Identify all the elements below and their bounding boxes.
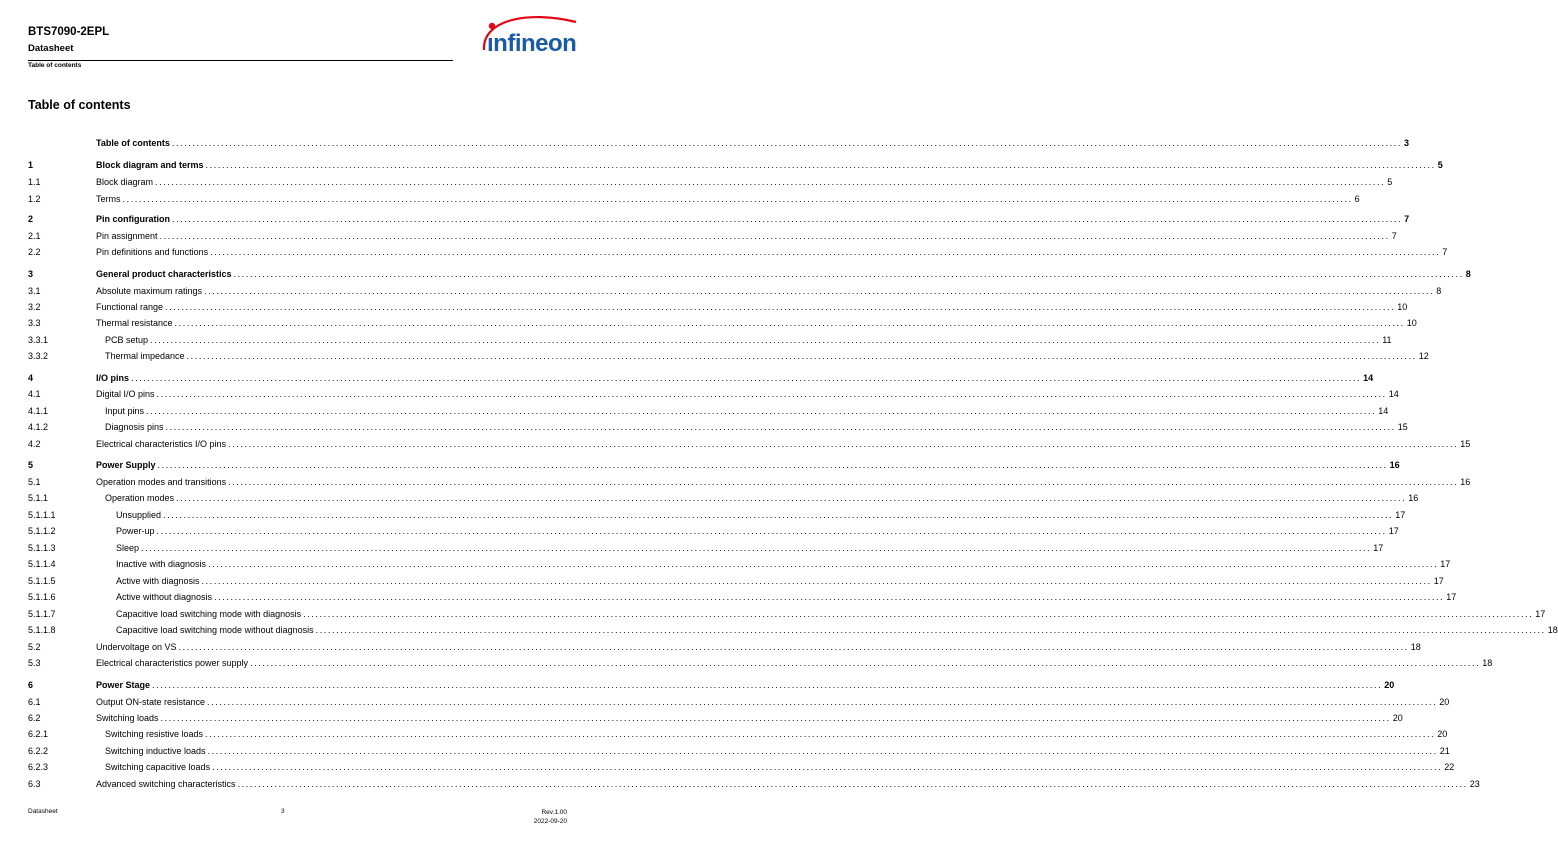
toc-entry[interactable] bbox=[28, 677, 1395, 691]
toc-entry[interactable] bbox=[28, 556, 1451, 570]
toc-entry-number: 1.1 bbox=[28, 177, 41, 187]
toc-entry-number: 3.3.2 bbox=[28, 351, 49, 361]
toc-entry-page: 23 bbox=[1469, 779, 1480, 789]
page-heading: Table of contents bbox=[28, 98, 131, 112]
toc-entry[interactable] bbox=[28, 244, 1448, 258]
toc-entry-title: Block diagram bbox=[96, 177, 154, 187]
toc-entry-title: Output ON-state resistance bbox=[96, 697, 206, 707]
toc-entry-title: Block diagram and terms bbox=[96, 160, 204, 170]
toc-dot-leader: ............................................................................................................................................................................................................................................................................................................ bbox=[207, 746, 1438, 756]
toc-dot-leader: ............................................................................................................................................................................................................................................................................................................ bbox=[208, 559, 1439, 569]
toc-entry-page: 18 bbox=[1547, 625, 1558, 635]
toc-entry-page: 11 bbox=[1382, 335, 1392, 345]
toc-entry[interactable] bbox=[28, 710, 1403, 724]
toc-entry-number: 3 bbox=[28, 269, 34, 279]
toc-entry[interactable] bbox=[28, 266, 1471, 280]
toc-entry-title: Sleep bbox=[116, 543, 140, 553]
toc-dot-leader: ............................................................................................................................................................................................................................................................................................................ bbox=[172, 214, 1403, 224]
toc-entry-title: Switching loads bbox=[96, 713, 159, 723]
toc-entry-title: Absolute maximum ratings bbox=[96, 286, 203, 296]
toc-entry-page: 16 bbox=[1389, 460, 1400, 470]
toc-dot-leader: ............................................................................................................................................................................................................................................................................................................ bbox=[156, 389, 1387, 399]
toc-entry-title: Pin assignment bbox=[96, 231, 158, 241]
toc-entry-title: Active with diagnosis bbox=[116, 576, 200, 586]
toc-entry-page: 17 bbox=[1440, 559, 1451, 569]
toc-dot-leader: ............................................................................................................................................................................................................................................................................................................ bbox=[228, 477, 1459, 487]
toc-dot-leader: ............................................................................................................................................................................................................................................................................................................ bbox=[165, 302, 1396, 312]
toc-entry[interactable] bbox=[28, 135, 1410, 149]
toc-entry-page: 7 bbox=[1442, 247, 1448, 257]
toc-entry[interactable] bbox=[28, 419, 1408, 433]
toc-entry-page: 17 bbox=[1433, 576, 1444, 586]
toc-entry-page: 17 bbox=[1388, 526, 1399, 536]
toc-dot-leader: ............................................................................................................................................................................................................................................................................................................ bbox=[160, 713, 1391, 723]
toc-dot-leader: ............................................................................................................................................................................................................................................................................................................ bbox=[233, 269, 1464, 279]
toc-entry-number: 6 bbox=[28, 680, 34, 690]
toc-entry-number: 5.1.1.7 bbox=[28, 609, 56, 619]
toc-dot-leader: ............................................................................................................................................................................................................................................................................................................ bbox=[210, 247, 1441, 257]
toc-entry-number: 6.3 bbox=[28, 779, 41, 789]
toc-entry[interactable] bbox=[28, 174, 1393, 188]
toc-entry-number: 1.2 bbox=[28, 194, 41, 204]
toc-entry-title: Switching inductive loads bbox=[105, 746, 206, 756]
toc-entry-number: 5.1.1.5 bbox=[28, 576, 56, 586]
toc-entry-number: 6.2.3 bbox=[28, 762, 49, 772]
toc-entry-title: Functional range bbox=[96, 302, 164, 312]
toc-dot-leader: ............................................................................................................................................................................................................................................................................................................ bbox=[163, 510, 1394, 520]
toc-entry[interactable] bbox=[28, 606, 1546, 620]
header-section-label: Table of contents bbox=[28, 62, 82, 69]
toc-entry-number: 1 bbox=[28, 160, 34, 170]
toc-entry[interactable] bbox=[28, 283, 1442, 297]
toc-entry[interactable] bbox=[28, 589, 1457, 603]
toc-entry-title: General product characteristics bbox=[96, 269, 232, 279]
toc-entry[interactable] bbox=[28, 403, 1389, 417]
toc-entry-number: 6.2 bbox=[28, 713, 41, 723]
toc-dot-leader: ............................................................................................................................................................................................................................................................................................................ bbox=[174, 318, 1405, 328]
toc-dot-leader: ............................................................................................................................................................................................................................................................................................................ bbox=[205, 729, 1436, 739]
toc-entry-title: I/O pins bbox=[96, 373, 130, 383]
toc-entry-number: 5.3 bbox=[28, 658, 41, 668]
toc-dot-leader: ............................................................................................................................................................................................................................................................................................................ bbox=[207, 697, 1438, 707]
toc-entry[interactable] bbox=[28, 540, 1384, 554]
toc-dot-leader: ............................................................................................................................................................................................................................................................................................................ bbox=[237, 779, 1468, 789]
toc-entry[interactable] bbox=[28, 776, 1480, 790]
toc-dot-leader: ............................................................................................................................................................................................................................................................................................................ bbox=[205, 160, 1436, 170]
toc-entry-number: 6.1 bbox=[28, 697, 41, 707]
toc-entry[interactable] bbox=[28, 228, 1397, 242]
toc-entry-page: 18 bbox=[1410, 642, 1421, 652]
toc-entry-number: 3.1 bbox=[28, 286, 41, 296]
toc-dot-leader: ............................................................................................................................................................................................................................................................................................................ bbox=[178, 642, 1409, 652]
toc-entry[interactable] bbox=[28, 299, 1408, 313]
toc-entry-title: Terms bbox=[96, 194, 121, 204]
toc-entry[interactable] bbox=[28, 191, 1360, 205]
toc-dot-leader: ............................................................................................................................................................................................................................................................................................................ bbox=[186, 351, 1417, 361]
toc-entry[interactable] bbox=[28, 457, 1400, 471]
toc-entry-page: 20 bbox=[1392, 713, 1403, 723]
toc-entry-page: 20 bbox=[1439, 697, 1450, 707]
toc-entry-page: 16 bbox=[1408, 493, 1419, 503]
toc-entry[interactable] bbox=[28, 348, 1429, 362]
toc-entry-page: 17 bbox=[1535, 609, 1546, 619]
toc-dot-leader: ............................................................................................................................................................................................................................................................................................................ bbox=[156, 526, 1387, 536]
toc-entry-title: Inactive with diagnosis bbox=[116, 559, 207, 569]
toc-entry[interactable] bbox=[28, 573, 1444, 587]
toc-entry[interactable] bbox=[28, 436, 1471, 450]
toc-entry-page: 22 bbox=[1444, 762, 1455, 772]
toc-entry-number: 5.2 bbox=[28, 642, 41, 652]
toc-entry-number: 3.2 bbox=[28, 302, 41, 312]
toc-entry[interactable] bbox=[28, 490, 1419, 504]
toc-entry[interactable] bbox=[28, 694, 1450, 708]
toc-entry-title: Electrical characteristics power supply bbox=[96, 658, 249, 668]
toc-entry-title: Power Supply bbox=[96, 460, 156, 470]
toc-entry[interactable] bbox=[28, 639, 1421, 653]
logo-dot bbox=[489, 23, 495, 29]
toc-dot-leader: ............................................................................................................................................................................................................................................................................................................ bbox=[146, 406, 1377, 416]
toc-entry-title: Advanced switching characteristics bbox=[96, 779, 236, 789]
toc-entry-page: 21 bbox=[1439, 746, 1450, 756]
toc-entry-title: Capacitive load switching mode without diagnosis bbox=[116, 625, 314, 635]
toc-entry-page: 15 bbox=[1397, 422, 1408, 432]
toc-dot-leader: ............................................................................................................................................................................................................................................................................................................ bbox=[159, 231, 1390, 241]
toc-entry[interactable] bbox=[28, 370, 1374, 384]
toc-entry-title: Power-up bbox=[116, 526, 155, 536]
toc-entry[interactable] bbox=[28, 523, 1399, 537]
toc-entry-title: Table of contents bbox=[96, 138, 170, 148]
toc-entry-number: 5.1.1.1 bbox=[28, 510, 56, 520]
toc-entry-page: 6 bbox=[1354, 194, 1360, 204]
toc-entry-page: 10 bbox=[1406, 318, 1417, 328]
toc-entry-page: 12 bbox=[1418, 351, 1429, 361]
toc-dot-leader: ............................................................................................................................................................................................................................................................................................................ bbox=[150, 335, 1381, 345]
toc-entry-number: 5.1.1 bbox=[28, 493, 49, 503]
footer-doc-type: Datasheet bbox=[28, 808, 58, 815]
toc-entry-number: 4.1.1 bbox=[28, 406, 49, 416]
toc-entry-title: Electrical characteristics I/O pins bbox=[96, 439, 227, 449]
toc-dot-leader: ............................................................................................................................................................................................................................................................................................................ bbox=[303, 609, 1534, 619]
toc-entry[interactable] bbox=[28, 759, 1455, 773]
toc-entry[interactable] bbox=[28, 743, 1450, 757]
toc-entry[interactable] bbox=[28, 622, 1558, 636]
toc-entry[interactable] bbox=[28, 315, 1417, 329]
toc-entry-number: 2.1 bbox=[28, 231, 41, 241]
toc-entry-page: 20 bbox=[1437, 729, 1448, 739]
toc-entry-number: 5.1.1.8 bbox=[28, 625, 56, 635]
toc-entry-page: 3 bbox=[1404, 138, 1410, 148]
toc-entry[interactable] bbox=[28, 157, 1443, 171]
toc-entry-page: 17 bbox=[1395, 510, 1406, 520]
toc-dot-leader: ............................................................................................................................................................................................................................................................................................................ bbox=[228, 439, 1459, 449]
toc-dot-leader: ............................................................................................................................................................................................................................................................................................................ bbox=[155, 177, 1386, 187]
toc-dot-leader: ............................................................................................................................................................................................................................................................................................................ bbox=[152, 680, 1383, 690]
toc-entry-page: 17 bbox=[1446, 592, 1457, 602]
toc-entry-title: Digital I/O pins bbox=[96, 389, 155, 399]
toc-dot-leader: ............................................................................................................................................................................................................................................................................................................ bbox=[250, 658, 1481, 668]
toc-entry[interactable] bbox=[28, 655, 1493, 669]
infineon-logo bbox=[478, 8, 590, 64]
toc-entry-title: Pin definitions and functions bbox=[96, 247, 209, 257]
toc-entry-page: 20 bbox=[1384, 680, 1395, 690]
toc-entry-page: 8 bbox=[1465, 269, 1471, 279]
toc-entry-title: Undervoltage on VS bbox=[96, 642, 177, 652]
toc-entry-page: 7 bbox=[1404, 214, 1410, 224]
footer-revision: Rev.1.00 bbox=[541, 809, 567, 816]
toc-entry-title: Switching capacitive loads bbox=[105, 762, 211, 772]
toc-entry-page: 7 bbox=[1391, 231, 1397, 241]
toc-entry-number: 5.1.1.2 bbox=[28, 526, 56, 536]
toc-entry-number: 5.1.1.3 bbox=[28, 543, 56, 553]
toc-dot-leader: ............................................................................................................................................................................................................................................................................................................ bbox=[171, 138, 1402, 148]
toc-dot-leader: ............................................................................................................................................................................................................................................................................................................ bbox=[212, 762, 1443, 772]
toc-dot-leader: ............................................................................................................................................................................................................................................................................................................ bbox=[176, 493, 1407, 503]
toc-entry[interactable] bbox=[28, 474, 1471, 488]
toc-entry[interactable] bbox=[28, 726, 1448, 740]
toc-entry-page: 15 bbox=[1460, 439, 1471, 449]
toc-entry-title: Operation modes bbox=[105, 493, 175, 503]
toc-entry-number: 2 bbox=[28, 214, 34, 224]
toc-entry-number: 5.1.1.4 bbox=[28, 559, 56, 569]
toc-entry-number: 5 bbox=[28, 460, 34, 470]
toc-dot-leader: ............................................................................................................................................................................................................................................................................................................ bbox=[315, 625, 1546, 635]
toc-entry-number: 6.2.1 bbox=[28, 729, 49, 739]
toc-entry[interactable] bbox=[28, 332, 1392, 346]
toc-dot-leader: ............................................................................................................................................................................................................................................................................................................ bbox=[122, 194, 1353, 204]
toc-entry-title: Power Stage bbox=[96, 680, 151, 690]
toc-entry-number: 4.2 bbox=[28, 439, 41, 449]
toc-dot-leader: ............................................................................................................................................................................................................................................................................................................ bbox=[204, 286, 1435, 296]
document-title: BTS7090-2EPL bbox=[28, 26, 110, 38]
toc-entry-number: 4.1.2 bbox=[28, 422, 49, 432]
toc-entry-title: PCB setup bbox=[105, 335, 149, 345]
toc-entry-page: 17 bbox=[1373, 543, 1384, 553]
toc-entry-page: 16 bbox=[1460, 477, 1471, 487]
svg-text:ınfineon: ınfineon bbox=[487, 30, 577, 57]
toc-entry-page: 14 bbox=[1388, 389, 1399, 399]
toc-entry-title: Input pins bbox=[105, 406, 145, 416]
toc-entry[interactable] bbox=[28, 507, 1406, 521]
toc-entry-page: 8 bbox=[1436, 286, 1442, 296]
toc-entry-number: 3.3 bbox=[28, 318, 41, 328]
toc-dot-leader: ............................................................................................................................................................................................................................................................................................................ bbox=[131, 373, 1362, 383]
header-rule bbox=[28, 60, 453, 61]
toc-entry-title: Pin configuration bbox=[96, 214, 170, 224]
toc-dot-leader: ............................................................................................................................................................................................................................................................................................................ bbox=[165, 422, 1396, 432]
toc-entry-page: 5 bbox=[1437, 160, 1443, 170]
toc-entry-page: 5 bbox=[1387, 177, 1393, 187]
toc-dot-leader: ............................................................................................................................................................................................................................................................................................................ bbox=[201, 576, 1432, 586]
document-type: Datasheet bbox=[28, 43, 74, 54]
toc-entry-title: Diagnosis pins bbox=[105, 422, 164, 432]
toc-entry-number: 5.1.1.6 bbox=[28, 592, 56, 602]
toc-entry-title: Active without diagnosis bbox=[116, 592, 213, 602]
toc-entry-number: 4.1 bbox=[28, 389, 41, 399]
toc-entry-title: Thermal impedance bbox=[105, 351, 185, 361]
toc-entry-number: 4 bbox=[28, 373, 34, 383]
toc-dot-leader: ............................................................................................................................................................................................................................................................................................................ bbox=[141, 543, 1372, 553]
footer-page-number: 3 bbox=[281, 808, 285, 815]
toc-dot-leader: ............................................................................................................................................................................................................................................................................................................ bbox=[214, 592, 1445, 602]
toc-entry-page: 14 bbox=[1378, 406, 1389, 416]
toc-entry-page: 14 bbox=[1363, 373, 1374, 383]
toc-entry[interactable] bbox=[28, 386, 1399, 400]
toc-entry[interactable] bbox=[28, 211, 1410, 225]
toc-entry-number: 2.2 bbox=[28, 247, 41, 257]
toc-entry-title: Capacitive load switching mode with diagnosis bbox=[116, 609, 302, 619]
footer-revision-block bbox=[534, 808, 567, 826]
toc-entry-number: 3.3.1 bbox=[28, 335, 49, 345]
toc-entry-number: 6.2.2 bbox=[28, 746, 49, 756]
toc-entry-title: Unsupplied bbox=[116, 510, 162, 520]
toc-entry-title: Thermal resistance bbox=[96, 318, 173, 328]
toc-entry-page: 10 bbox=[1397, 302, 1408, 312]
toc-dot-leader: ............................................................................................................................................................................................................................................................................................................ bbox=[157, 460, 1388, 470]
toc-entry-title: Operation modes and transitions bbox=[96, 477, 227, 487]
toc-entry-title: Switching resistive loads bbox=[105, 729, 204, 739]
toc-entry-number: 5.1 bbox=[28, 477, 41, 487]
toc-entry-page: 18 bbox=[1482, 658, 1493, 668]
footer-date: 2022-09-20 bbox=[533, 818, 567, 825]
